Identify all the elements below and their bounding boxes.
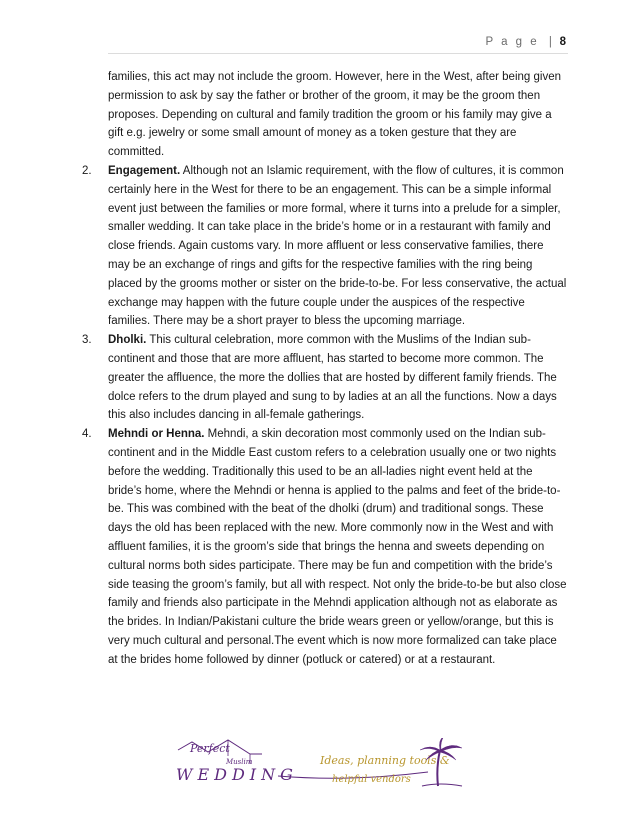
list-text: Mehndi, a skin decoration most commonly used on the Indian sub-continent and in the Middle East custom refers to a celebration usually one or two nights before the wedding. Traditionally this used to be an all-ladies night event held at the bride’s home, where the Mehndi or henna is applied to the palms and feet of the bride-to-be. This was combined with the beat of the dholki (drum) and traditional songs. These days the old has been replaced with the new. More commonly now in the West and with affluent families, it is the groom’s side that brings the henna and sweets depending on cultural norms both sides participate. There may be fun and competition with the bride’s side teasing the groom’s family, but all with respect. Not only the bride-to-be but also close family and friends also participate in the Mehndi application although not as elaborate as the brides. In Indian/Pakistani culture the bride wears green or yellow/orange, but this is very much cultural and personal.The event which is now more formalized can take place at the brides home followed by dinner (potluck or catered) or at a restaurant.	[108, 428, 567, 666]
page-separator: |	[548, 36, 552, 48]
list-text: This cultural celebration, more common with the Muslims of the Indian sub-continent and those that are more affluent, has started to become more common. The greater the affluence, the more the dollies that are hosted by different family friends. The dolce refers to the drum played and sung to by ladies at an all the functions. Now a days this also includes dancing in all-female gatherings.	[108, 334, 557, 422]
intro-paragraph: families, this act may not include the groom. However, here in the West, after being given permission to ask by say the father or brother of the groom, it may be the groom then proposes. Depending on cultural and family tradition the groom or his family may give a gift e.g. jewelry or some small amount of money as a token gesture that they are committed.	[108, 71, 561, 159]
page-number: 8	[559, 36, 566, 48]
list-term: Dholki.	[108, 334, 147, 347]
logo-muslim: Muslim	[226, 758, 253, 766]
page-header	[485, 36, 566, 48]
logo-wedding: WEDDING	[176, 765, 298, 784]
footer-logo-banner	[170, 738, 470, 794]
header-divider	[108, 53, 568, 54]
list-text: Although not an Islamic requirement, with the flow of cultures, it is common certainly here in the West for there to be an engagement. This can be a simple informal event just between the families or more formal, where it turns into a prelude for a simpler, smaller wedding. It can take place in the bride’s home or in a restaurant with family and close friends. Again customs vary. In more affluent or less conservative families, there may be an exchange of rings and gifts for the respective families with the ring being placed by the grooms mother or sister on the bride-to-be. For less conservative, the actual exchange may happen with the future couple under the auspices of the respective families. There may be a short prayer to bless the upcoming marriage.	[108, 164, 567, 328]
list-item-mehndi	[80, 425, 568, 669]
list-item-engagement	[80, 162, 568, 331]
list-number: 3.	[82, 334, 92, 347]
list-term: Engagement.	[108, 164, 181, 177]
list-term: Mehndi or Henna.	[108, 428, 205, 441]
logo-perfect: Perfect	[190, 742, 230, 755]
tagline-line1: Ideas, planning tools &	[320, 754, 450, 767]
document-body	[80, 68, 568, 670]
list-number: 4.	[82, 428, 92, 441]
footer-graphic	[170, 738, 470, 794]
list-number: 2.	[82, 164, 92, 177]
numbered-list	[80, 162, 568, 670]
tagline-line2: helpful vendors	[332, 774, 411, 785]
list-item-dholki	[80, 331, 568, 425]
page-label: P a g e	[485, 36, 540, 48]
